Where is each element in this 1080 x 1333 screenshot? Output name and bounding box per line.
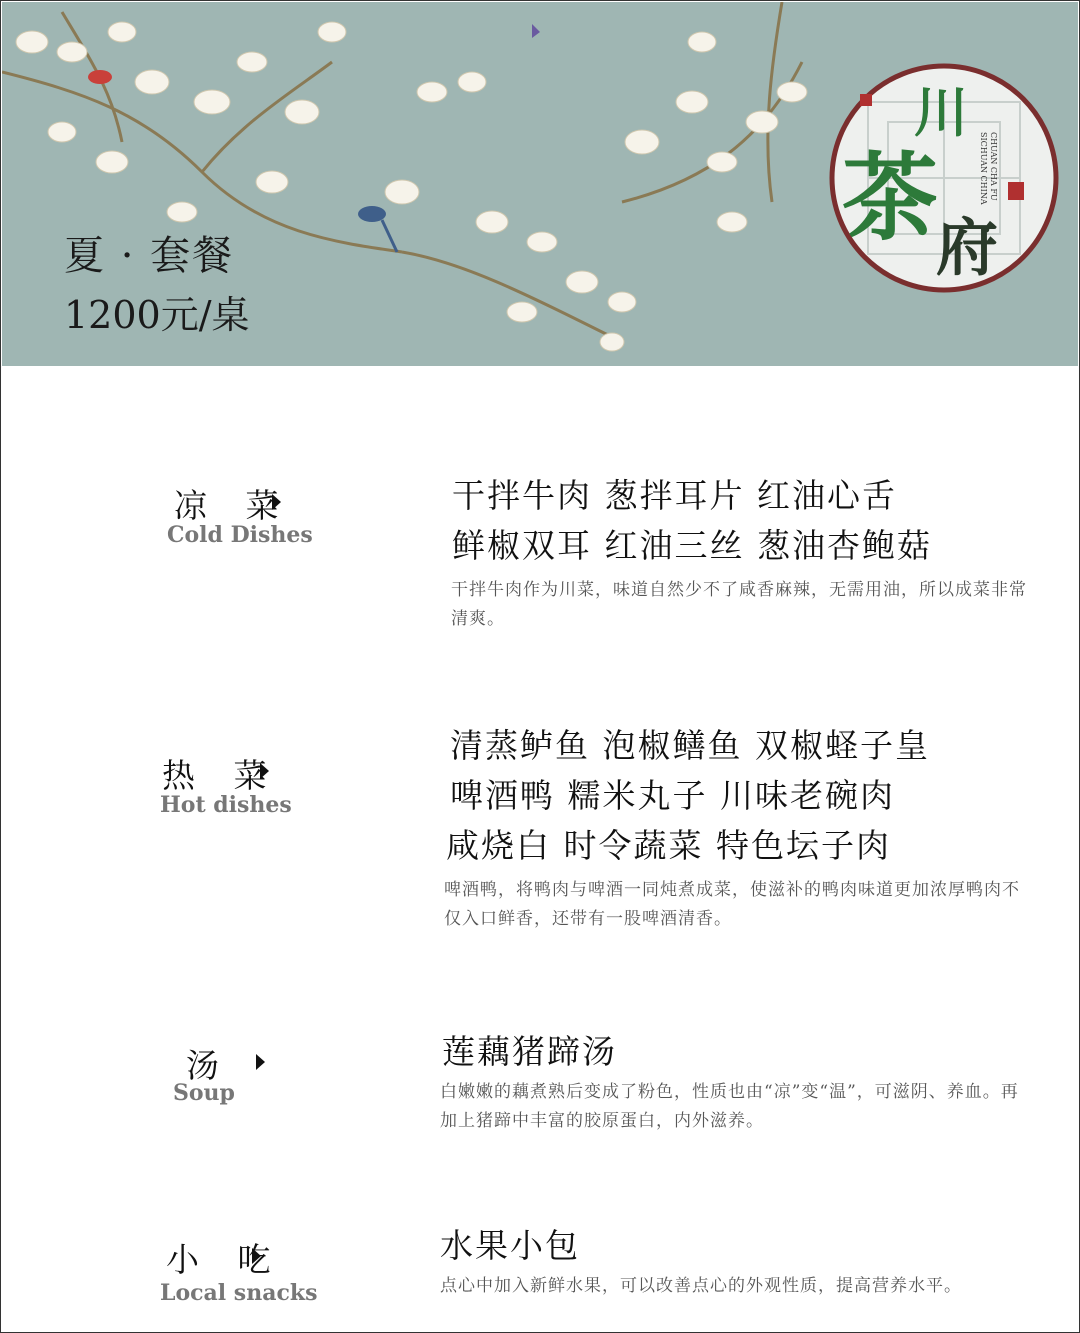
arrow-right-icon [252, 1248, 261, 1264]
section-hot-description: 啤酒鸭，将鸭肉与啤酒一同炖煮成菜，使滋补的鸭肉味道更加浓厚鸭肉不仅入口鲜香，还带有一股啤酒清香。 [444, 880, 1020, 929]
section-hot-subtitle: Hot dishes [160, 792, 292, 818]
logo-subtitle-1: SICHUAN CHINA [979, 132, 988, 205]
logo-char-fu: 府 [936, 211, 999, 284]
dish-line: 啤酒鸭 糯米丸子 川味老碗肉 [450, 776, 895, 815]
logo-char-chuan: 川 [914, 80, 968, 144]
dish-line: 咸烧白 时令蔬菜 特色坛子肉 [446, 826, 891, 865]
section-soup-subtitle: Soup [173, 1080, 235, 1106]
dish-line: 鲜椒双耳 红油三丝 葱油杏鲍菇 [452, 526, 932, 565]
section-cold-subtitle: Cold Dishes [167, 522, 313, 548]
arrow-right-icon [256, 1054, 265, 1070]
section-snacks-title: 小 吃 [166, 1240, 285, 1279]
dish-line: 莲藕猪蹄汤 [442, 1032, 617, 1071]
restaurant-logo [828, 62, 1060, 294]
dish-line: 清蒸鲈鱼 泡椒鳝鱼 双椒蛏子皇 [450, 726, 930, 765]
logo-subtitle-2: CHUAN CHA FU [989, 132, 998, 201]
section-snacks-subtitle: Local snacks [160, 1280, 318, 1306]
section-snacks-description: 点心中加入新鲜水果，可以改善点心的外观性质，提高营养水平。 [440, 1276, 962, 1296]
dish-line: 干拌牛肉 葱拌耳片 红油心舌 [452, 476, 897, 515]
section-cold-title: 凉 菜 [174, 486, 293, 525]
section-hot-title: 热 菜 [162, 756, 281, 795]
arrow-right-icon [272, 494, 281, 510]
section-cold-description: 干拌牛肉作为川菜，味道自然少不了咸香麻辣，无需用油，所以成菜非常清爽。 [451, 580, 1027, 629]
arrow-right-icon [260, 763, 269, 779]
section-soup-title: 汤 [186, 1046, 233, 1085]
section-soup-description: 白嫩嫩的藕煮熟后变成了粉色，性质也由“凉”变“温”，可滋阴、养血。再加上猪蹄中丰富的胶原蛋白，内外滋养。 [440, 1082, 1019, 1131]
logo-char-cha: 茶 [842, 141, 938, 254]
dish-line: 水果小包 [440, 1226, 580, 1265]
set-menu-price: 1200元/桌 [64, 293, 250, 337]
set-menu-title: 夏 · 套餐 [64, 233, 235, 279]
